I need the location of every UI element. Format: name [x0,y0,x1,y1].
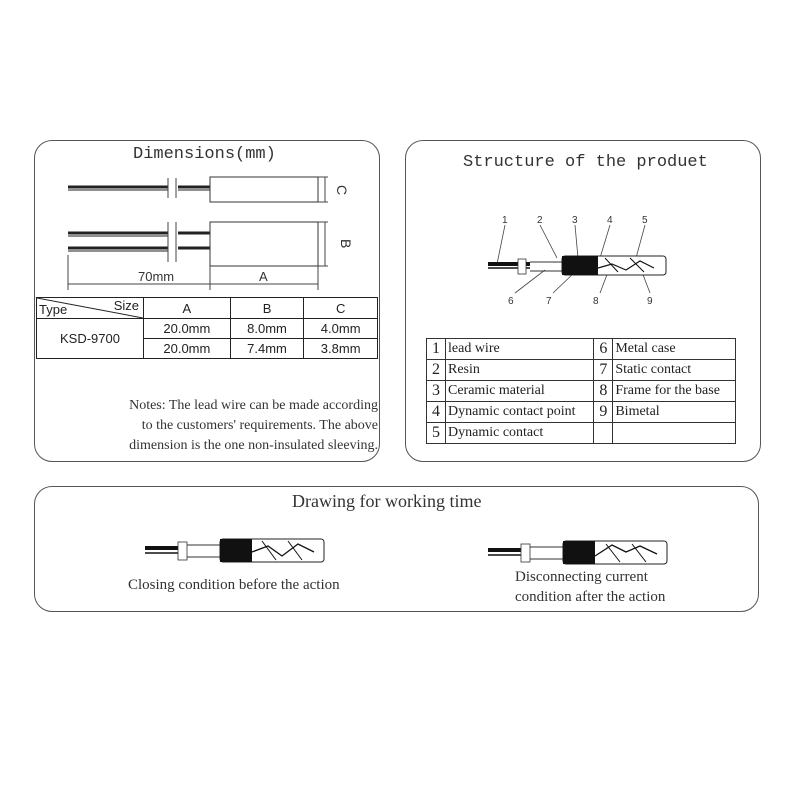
closing-caption: Closing condition before the action [128,577,340,593]
label-c: C [334,185,350,196]
dimensions-title: Dimensions(mm) [133,145,276,164]
part-label: Dynamic contact [446,423,594,444]
part-number: 7 [594,360,613,381]
part-number: 2 [427,360,446,381]
part-label: Bimetal [613,402,736,423]
disconnecting-caption-line-1: Disconnecting current [515,569,648,585]
cell-c: 3.8mm [304,339,378,359]
cell-a: 20.0mm [144,319,231,339]
closing-sensor-drawing [145,539,324,562]
callout-8: 8 [593,296,599,307]
label-a: A [259,269,268,284]
disconnecting-sensor-drawing [488,541,667,564]
callout-2: 2 [537,215,543,226]
callout-4: 4 [607,215,613,226]
structure-title: Structure of the produet [463,153,708,172]
part-number: 9 [594,402,613,423]
part-label: Static contact [613,360,736,381]
part-label: Metal case [613,339,736,360]
header-c: C [304,298,378,319]
cell-b: 8.0mm [230,319,304,339]
part-number: 8 [594,381,613,402]
model-cell: KSD-9700 [37,319,144,359]
type-label: Type [39,302,68,317]
part-number: 1 [427,339,446,360]
working-title: Drawing for working time [292,491,482,511]
header-a: A [144,298,231,319]
callout-3: 3 [572,215,578,226]
callout-6: 6 [508,296,514,307]
part-number: 3 [427,381,446,402]
part-number: 6 [594,339,613,360]
callout-1: 1 [502,215,508,226]
part-number: 4 [427,402,446,423]
callout-9: 9 [647,296,653,307]
part-label: Ceramic material [446,381,594,402]
cell-b: 7.4mm [230,339,304,359]
part-label: Resin [446,360,594,381]
header-b: B [230,298,304,319]
label-length: 70mm [138,269,175,284]
part-number: 5 [427,423,446,444]
note-line: Notes: The lead wire can be made according [129,398,378,413]
note-line: to the customers' requirements. The above [141,418,378,433]
disconnecting-caption-line-2: condition after the action [515,589,666,605]
callout-7: 7 [546,296,552,307]
part-label: lead wire [446,339,594,360]
label-b: B [338,239,354,249]
part-label: Dynamic contact point [446,402,594,423]
cell-c: 4.0mm [304,319,378,339]
cell-a: 20.0mm [144,339,231,359]
callout-5: 5 [642,215,648,226]
size-label: Size [113,298,139,313]
part-label: Frame for the base [613,381,736,402]
note-line: dimension is the one non-insulated sleeving. [129,438,378,453]
